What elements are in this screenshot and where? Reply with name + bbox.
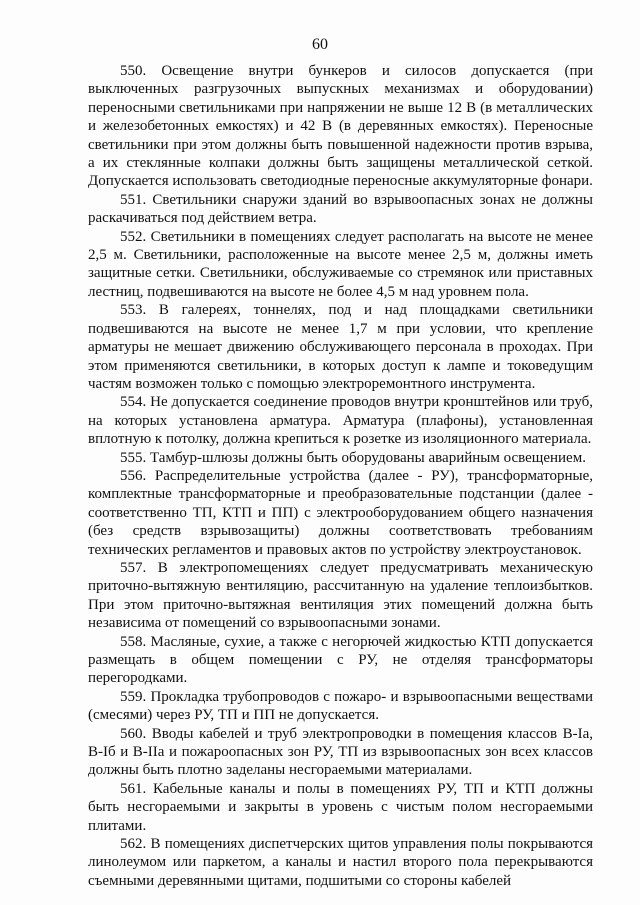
paragraph-552: 552. Светильники в помещениях следует располагать на высоте не менее 2,5 м. Светильники, расположенные на высоте менее 2,5 м, должны иметь защитные сетки. Светильники, обслуживаемые со стремянок или приставных лестниц, подвешиваются на высоте не более 4,5 м над уровнем пола. bbox=[88, 228, 593, 300]
paragraph-562: 562. В помещениях диспетчерских щитов управления полы покрываются линолеумом или паркетом, а каналы и настил второго пола перекрываются съемными деревянными щитами, подшитыми со стороны кабелей bbox=[88, 836, 593, 889]
paragraph-561: 561. Кабельные каналы и полы в помещениях РУ, ТП и КТП должны быть несгораемыми и закрыты в уровень с чистым полом несгораемыми плитами. bbox=[88, 780, 593, 834]
paragraph-558: 558. Масляные, сухие, а также с негорючей жидкостью КТП допускается размещать в общем помещении с РУ, не отделяя трансформаторы перегородками. bbox=[88, 633, 593, 687]
paragraph-553: 553. В галереях, тоннелях, под и над площадками светильники подвешиваются на высоте не менее 1,7 м при условии, что крепление арматуры не мешает движению обслуживающего персонала в проходах. При этом применяются светильники, в которых доступ к лампе и токоведущим частям возможен только с помощью электроремонтного инструмента. bbox=[88, 302, 593, 392]
paragraph-557: 557. В электропомещениях следует предусматривать механическую приточно-вытяжную вентиляцию, рассчитанную на удаление теплоизбытков. При этом приточно-вытяжная вентиляция этих помещений должна быть независима от помещений со взрывоопасными зонами. bbox=[88, 559, 593, 632]
paragraph-559: 559. Прокладка трубопроводов с пожаро- и взрывоопасными веществами (смесями) через РУ, ТП и ПП не допускается. bbox=[88, 688, 593, 724]
page-body bbox=[88, 62, 593, 890]
paragraph-550: 550. Освещение внутри бункеров и силосов допускается (при выключенных разгрузочных выпускных механизмах и оборудовании) переносными светильниками при напряжении не выше 12 В (в металлических и железобетонных емкостях) и 42 В (в деревянных емкостях). Переносные светильники при этом должны быть повышенной надежности против взрыва, а их стеклянные колпаки должны быть защищены металлической сеткой. Допускается использовать светодиодные переносные аккумуляторные фонари. bbox=[88, 63, 593, 190]
paragraph-560: 560. Вводы кабелей и труб электропроводки в помещения классов В-Iа, В-Iб и В-IIа и пожароопасных зон РУ, ТП из взрывоопасных зон всех классов должны быть плотно заделаны несгораемыми материалами. bbox=[88, 725, 593, 779]
paragraph-555: 555. Тамбур-шлюзы должны быть оборудованы аварийным освещением. bbox=[120, 449, 586, 466]
paragraph-556: 556. Распределительные устройства (далее - РУ), трансформаторные, комплектные трансформаторные и преобразовательные подстанции (далее - соответственно ТП, КТП и ПП) с электрооборудованием общего назначения (без средств взрывозащиты) должны соответствовать требованиям технических регламентов и правовых актов по устройству электроустановок. bbox=[88, 467, 593, 558]
page-number: 60 bbox=[312, 36, 328, 53]
paragraph-551: 551. Светильники снаружи зданий во взрывоопасных зонах не должны раскачиваться под действием ветра. bbox=[88, 191, 593, 227]
paragraph-554: 554. Не допускается соединение проводов внутри кронштейнов или труб, на которых установлена арматура. Арматура (плафоны), установленная вплотную к потолку, должна крепиться к розетке из изоляционного материала. bbox=[88, 394, 593, 448]
